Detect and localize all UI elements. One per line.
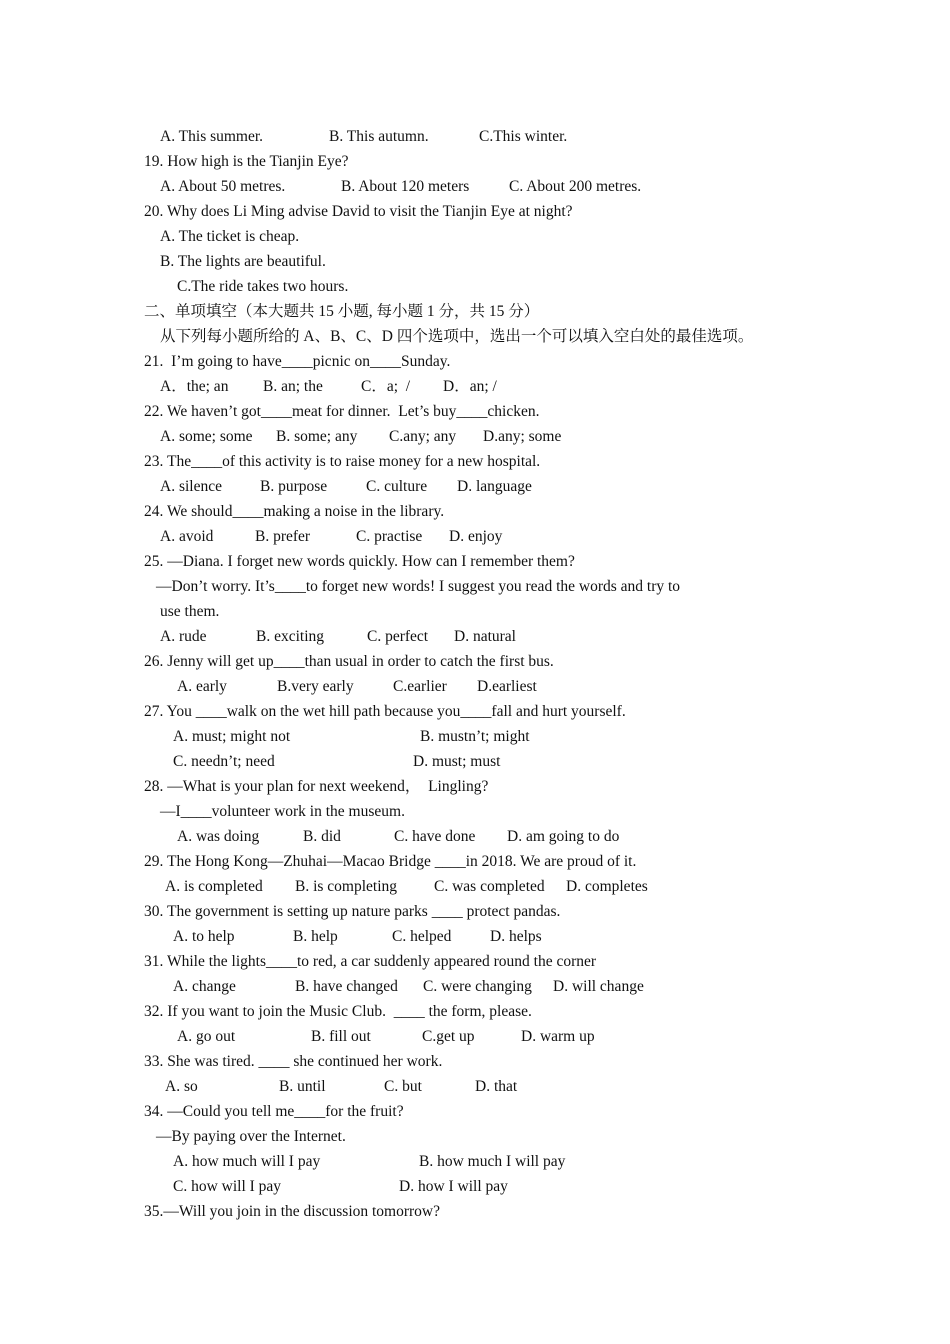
question-line: B. The lights are beautiful. (160, 253, 326, 270)
question-line: 27. You ____walk on the wet hill path because you____fall and hurt yourself. (144, 703, 626, 720)
answer-option: A. change (173, 978, 236, 995)
answer-option: C. About 200 metres. (509, 178, 642, 195)
answer-option: B. fill out (311, 1028, 371, 1045)
answer-option: C．a; / (361, 378, 411, 395)
answer-option: D.earliest (477, 678, 537, 695)
question-line: 24. We should____making a noise in the library. (144, 503, 445, 520)
answer-option: C. practise (356, 528, 423, 545)
answer-option: B. mustn’t; might (420, 728, 530, 745)
question-line: 21. I’m going to have____picnic on____Sunday. (144, 353, 451, 370)
answer-option: C. but (384, 1078, 422, 1095)
question-line: 32. If you want to join the Music Club. ____ the form, please. (144, 1003, 532, 1020)
answer-option: B. how much I will pay (419, 1153, 566, 1170)
answer-option: A. so (165, 1078, 198, 1095)
question-line: 34. —Could you tell me____for the fruit? (144, 1103, 404, 1120)
answer-option: C. perfect (367, 628, 429, 645)
answer-option: C.This winter. (479, 128, 568, 145)
answer-option: B. an; the (263, 378, 323, 395)
answer-option: C.any; any (389, 428, 457, 445)
answer-option: C.get up (422, 1028, 475, 1045)
answer-option: B. This autumn. (329, 128, 429, 145)
answer-option: A. This summer. (160, 128, 264, 145)
answer-option: B. until (279, 1078, 326, 1095)
answer-option: D. natural (454, 628, 516, 645)
answer-option: A. About 50 metres. (160, 178, 286, 195)
answer-option: A. how much will I pay (173, 1153, 321, 1170)
answer-option: D. how I will pay (399, 1178, 508, 1195)
answer-option: D. that (475, 1078, 518, 1095)
question-line: 31. While the lights____to red, a car suddenly appeared round the corner (144, 953, 597, 970)
answer-option: A. some; some (160, 428, 253, 445)
question-line: 35.—Will you join in the discussion tomorrow? (144, 1203, 441, 1220)
question-line: 22. We haven’t got____meat for dinner. Let’s buy____chicken. (144, 403, 540, 420)
question-line: 19. How high is the Tianjin Eye? (144, 153, 349, 170)
answer-option: A. to help (173, 928, 235, 945)
question-line: 33. She was tired. ____ she continued her work. (144, 1053, 443, 1070)
question-line: 23. The____of this activity is to raise money for a new hospital. (144, 453, 541, 470)
answer-option: B. About 120 meters (341, 178, 470, 195)
answer-option: A. must; might not (173, 728, 291, 745)
answer-option: C. was completed (434, 878, 545, 895)
question-line: —By paying over the Internet. (156, 1128, 346, 1145)
answer-option: B. did (303, 828, 341, 845)
answer-option: C. culture (366, 478, 428, 495)
answer-option: B. exciting (256, 628, 325, 645)
question-line: A. The ticket is cheap. (160, 228, 300, 245)
question-line: use them. (160, 603, 220, 620)
answer-option: C. how will I pay (173, 1178, 282, 1195)
answer-option: B. have changed (295, 978, 398, 995)
answer-option: B. help (293, 928, 338, 945)
answer-option: C. have done (394, 828, 476, 845)
answer-option: D. language (457, 478, 532, 495)
answer-option: A. is completed (165, 878, 263, 895)
question-line: 26. Jenny will get up____than usual in order to catch the first bus. (144, 653, 554, 670)
answer-option: B. is completing (295, 878, 398, 895)
answer-option: C. needn’t; need (173, 753, 275, 770)
answer-option: C. were changing (423, 978, 532, 995)
answer-option: D. completes (566, 878, 648, 895)
question-line: 从下列每小题所给的 A、B、C、D 四个选项中，选出一个可以填入空白处的最佳选项。 (160, 328, 754, 345)
question-line: 28. —What is your plan for next weekend， Lingling? (144, 778, 489, 795)
answer-option: C.earlier (393, 678, 447, 695)
answer-option: C. helped (392, 928, 452, 945)
question-line: —I____volunteer work in the museum. (160, 803, 405, 820)
answer-option: A. was doing (177, 828, 260, 845)
answer-option: B. prefer (255, 528, 311, 545)
answer-option: D. will change (553, 978, 644, 995)
answer-option: A. rude (160, 628, 207, 645)
question-line: 29. The Hong Kong—Zhuhai—Macao Bridge ____in 2018. We are proud of it. (144, 853, 637, 870)
answer-option: D. must; must (413, 753, 501, 770)
answer-option: D. helps (490, 928, 542, 945)
answer-option: A. silence (160, 478, 222, 495)
question-line: —Don’t worry. It’s____to forget new words! I suggest you read the words and try to (156, 578, 681, 595)
answer-option: B. purpose (260, 478, 328, 495)
question-line: 30. The government is setting up nature parks ____ protect pandas. (144, 903, 561, 920)
answer-option: A．the; an (160, 378, 229, 395)
question-line: 20. Why does Li Ming advise David to visit the Tianjin Eye at night? (144, 203, 573, 220)
answer-option: B. some; any (276, 428, 358, 445)
answer-option: D. enjoy (449, 528, 503, 545)
answer-option: D.any; some (483, 428, 562, 445)
question-line: 25. —Diana. I forget new words quickly. How can I remember them? (144, 553, 575, 570)
answer-option: D. am going to do (507, 828, 620, 845)
question-line: 二、单项填空（本大题共 15 小题, 每小题 1 分，共 15 分） (144, 303, 540, 320)
question-line: C.The ride takes two hours. (177, 278, 349, 295)
answer-option: A. early (177, 678, 227, 695)
answer-option: D．an; / (443, 378, 497, 395)
answer-option: B.very early (277, 678, 354, 695)
answer-option: A. avoid (160, 528, 214, 545)
answer-option: A. go out (177, 1028, 236, 1045)
answer-option: D. warm up (521, 1028, 595, 1045)
